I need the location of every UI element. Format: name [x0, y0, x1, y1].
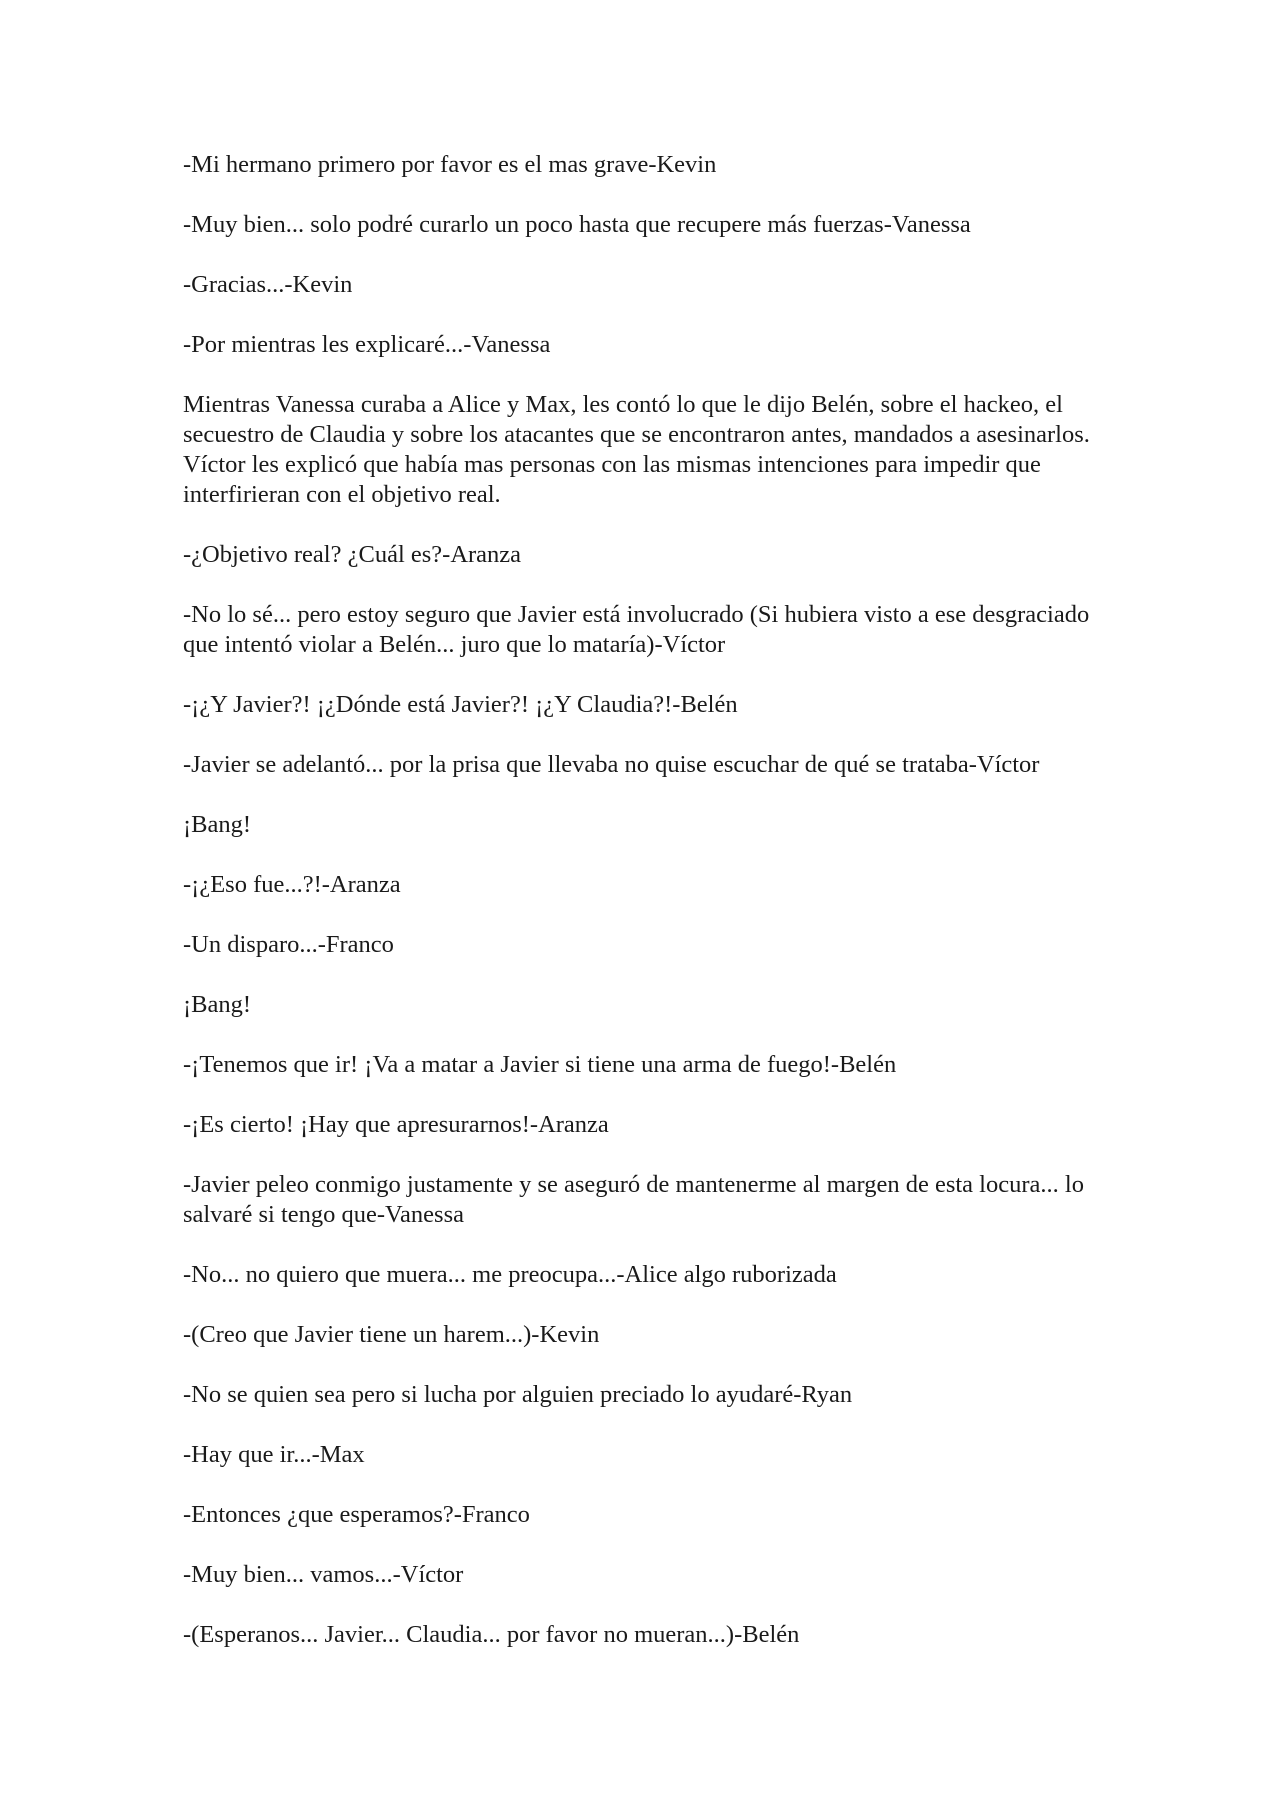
sound-effect: ¡Bang!	[183, 811, 252, 838]
paragraph: -Javier se adelantó... por la prisa que llevaba no quise escuchar de qué se trataba-Víctor	[183, 751, 1040, 778]
paragraph: -No... no quiero que muera... me preocupa...-Alice algo ruborizada	[183, 1261, 837, 1288]
paragraph: -Gracias...-Kevin	[183, 271, 353, 298]
paragraph: -¡¿Eso fue...?!-Aranza	[183, 871, 401, 898]
paragraph: -Mi hermano primero por favor es el mas grave-Kevin	[183, 151, 717, 178]
document-body	[183, 150, 1103, 1680]
paragraph: -Javier peleo conmigo justamente y se aseguró de mantenerme al margen de esta locura... lo salvaré si tengo que-Vanessa	[183, 1171, 1084, 1228]
paragraph: -No lo sé... pero estoy seguro que Javier está involucrado (Si hubiera visto a ese desgraciado que intentó violar a Belén... juro que lo mataría)-Víctor	[183, 601, 1090, 658]
paragraph: -Un disparo...-Franco	[183, 931, 394, 958]
paragraph: -Entonces ¿que esperamos?-Franco	[183, 1501, 530, 1528]
paragraph: -Muy bien... vamos...-Víctor	[183, 1561, 464, 1588]
paragraph: -Hay que ir...-Max	[183, 1441, 365, 1468]
paragraph: -Por mientras les explicaré...-Vanessa	[183, 331, 551, 358]
paragraph: -(Esperanos... Javier... Claudia... por favor no mueran...)-Belén	[183, 1621, 800, 1648]
paragraph: -¡Tenemos que ir! ¡Va a matar a Javier si tiene una arma de fuego!-Belén	[183, 1051, 897, 1078]
paragraph: -(Creo que Javier tiene un harem...)-Kevin	[183, 1321, 600, 1348]
paragraph: -Muy bien... solo podré curarlo un poco hasta que recupere más fuerzas-Vanessa	[183, 211, 971, 238]
sound-effect: ¡Bang!	[183, 991, 252, 1018]
paragraph: -¿Objetivo real? ¿Cuál es?-Aranza	[183, 541, 522, 568]
narrative-paragraph: Mientras Vanessa curaba a Alice y Max, les contó lo que le dijo Belén, sobre el hackeo, el secuestro de Claudia y sobre los atacantes que se encontraron antes, mandados a asesinarlos. Víctor les explicó que había mas personas con las mismas intenciones para impedir que interfirieran con el objetivo real.	[183, 391, 1090, 508]
paragraph: -No se quien sea pero si lucha por alguien preciado lo ayudaré-Ryan	[183, 1381, 853, 1408]
paragraph: -¡¿Y Javier?! ¡¿Dónde está Javier?! ¡¿Y Claudia?!-Belén	[183, 691, 738, 718]
paragraph: -¡Es cierto! ¡Hay que apresurarnos!-Aranza	[183, 1111, 609, 1138]
